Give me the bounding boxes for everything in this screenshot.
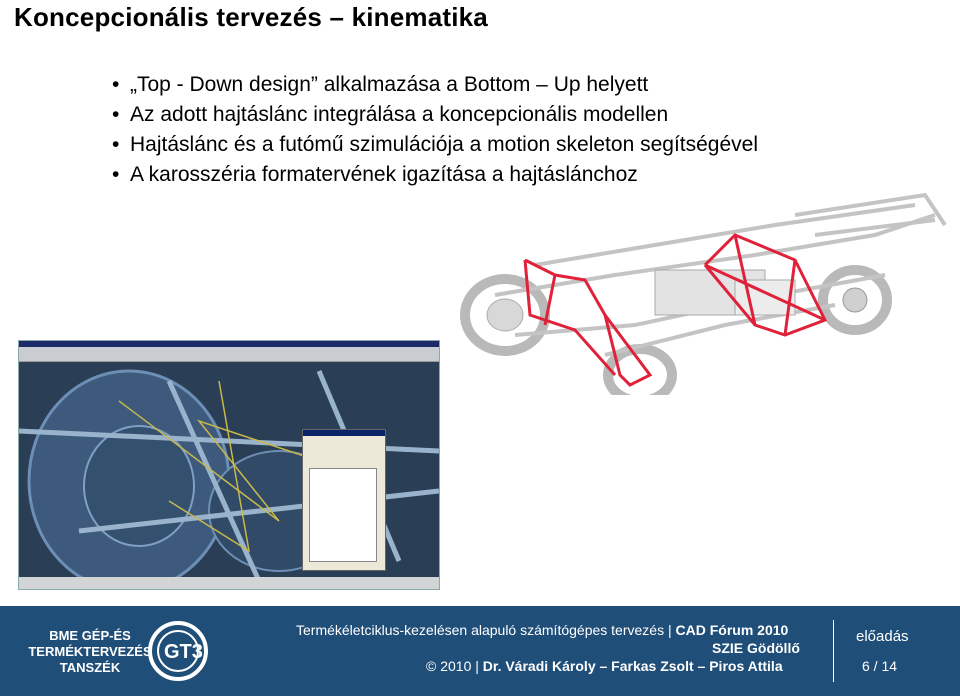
bullet-list (112, 70, 758, 190)
cad-screenshot (18, 340, 440, 590)
bullet-item: • A karosszéria formatervének igazítása a hajtáslánchoz (112, 163, 638, 186)
bullet-item: • „Top - Down design” alkalmazása a Bottom – Up helyett (112, 73, 649, 96)
bullet-text: A karosszéria formatervének igazítása a hajtáslánchoz (130, 163, 638, 186)
footer-conference: Termékéletciklus-kezelésen alapuló számítógépes tervezés | CAD Fórum 2010 (296, 622, 789, 638)
chassis-render-image (455, 175, 955, 395)
cad-toolbar (19, 347, 439, 362)
svg-text:GT3: GT3 (164, 641, 203, 663)
bullet-item: • Hajtáslánc és a futómű szimulációja a motion skeleton segítségével (112, 133, 758, 156)
bme-logo: BME GÉP-ÉS TERMÉKTERVEZÉS TANSZÉK (28, 628, 152, 675)
cad-dialog-table (309, 468, 377, 562)
footer-venue: SZIE Gödöllő (712, 640, 800, 656)
bullet-text: Hajtáslánc és a futómű szimulációja a motion skeleton segítségével (130, 133, 758, 156)
footer-presentation-label: előadás (856, 628, 909, 645)
cad-dialog (302, 429, 386, 571)
footer-bar (0, 606, 960, 696)
cad-statusbar (19, 577, 439, 589)
slide-title: Koncepcionális tervezés – kinematika (14, 2, 488, 32)
bullet-item: • Az adott hajtáslánc integrálása a koncepcionális modellen (112, 103, 669, 126)
bullet-text: Az adott hajtáslánc integrálása a koncepcionális modellen (130, 103, 669, 126)
footer-authors: © 2010 | Dr. Váradi Károly – Farkas Zsolt – Piros Attila (426, 658, 783, 674)
footer-divider (833, 620, 834, 682)
bullet-text: „Top - Down design” alkalmazása a Bottom – Up helyett (130, 73, 649, 96)
gt3-logo (142, 616, 224, 686)
page-number: 6 / 14 (862, 658, 898, 674)
